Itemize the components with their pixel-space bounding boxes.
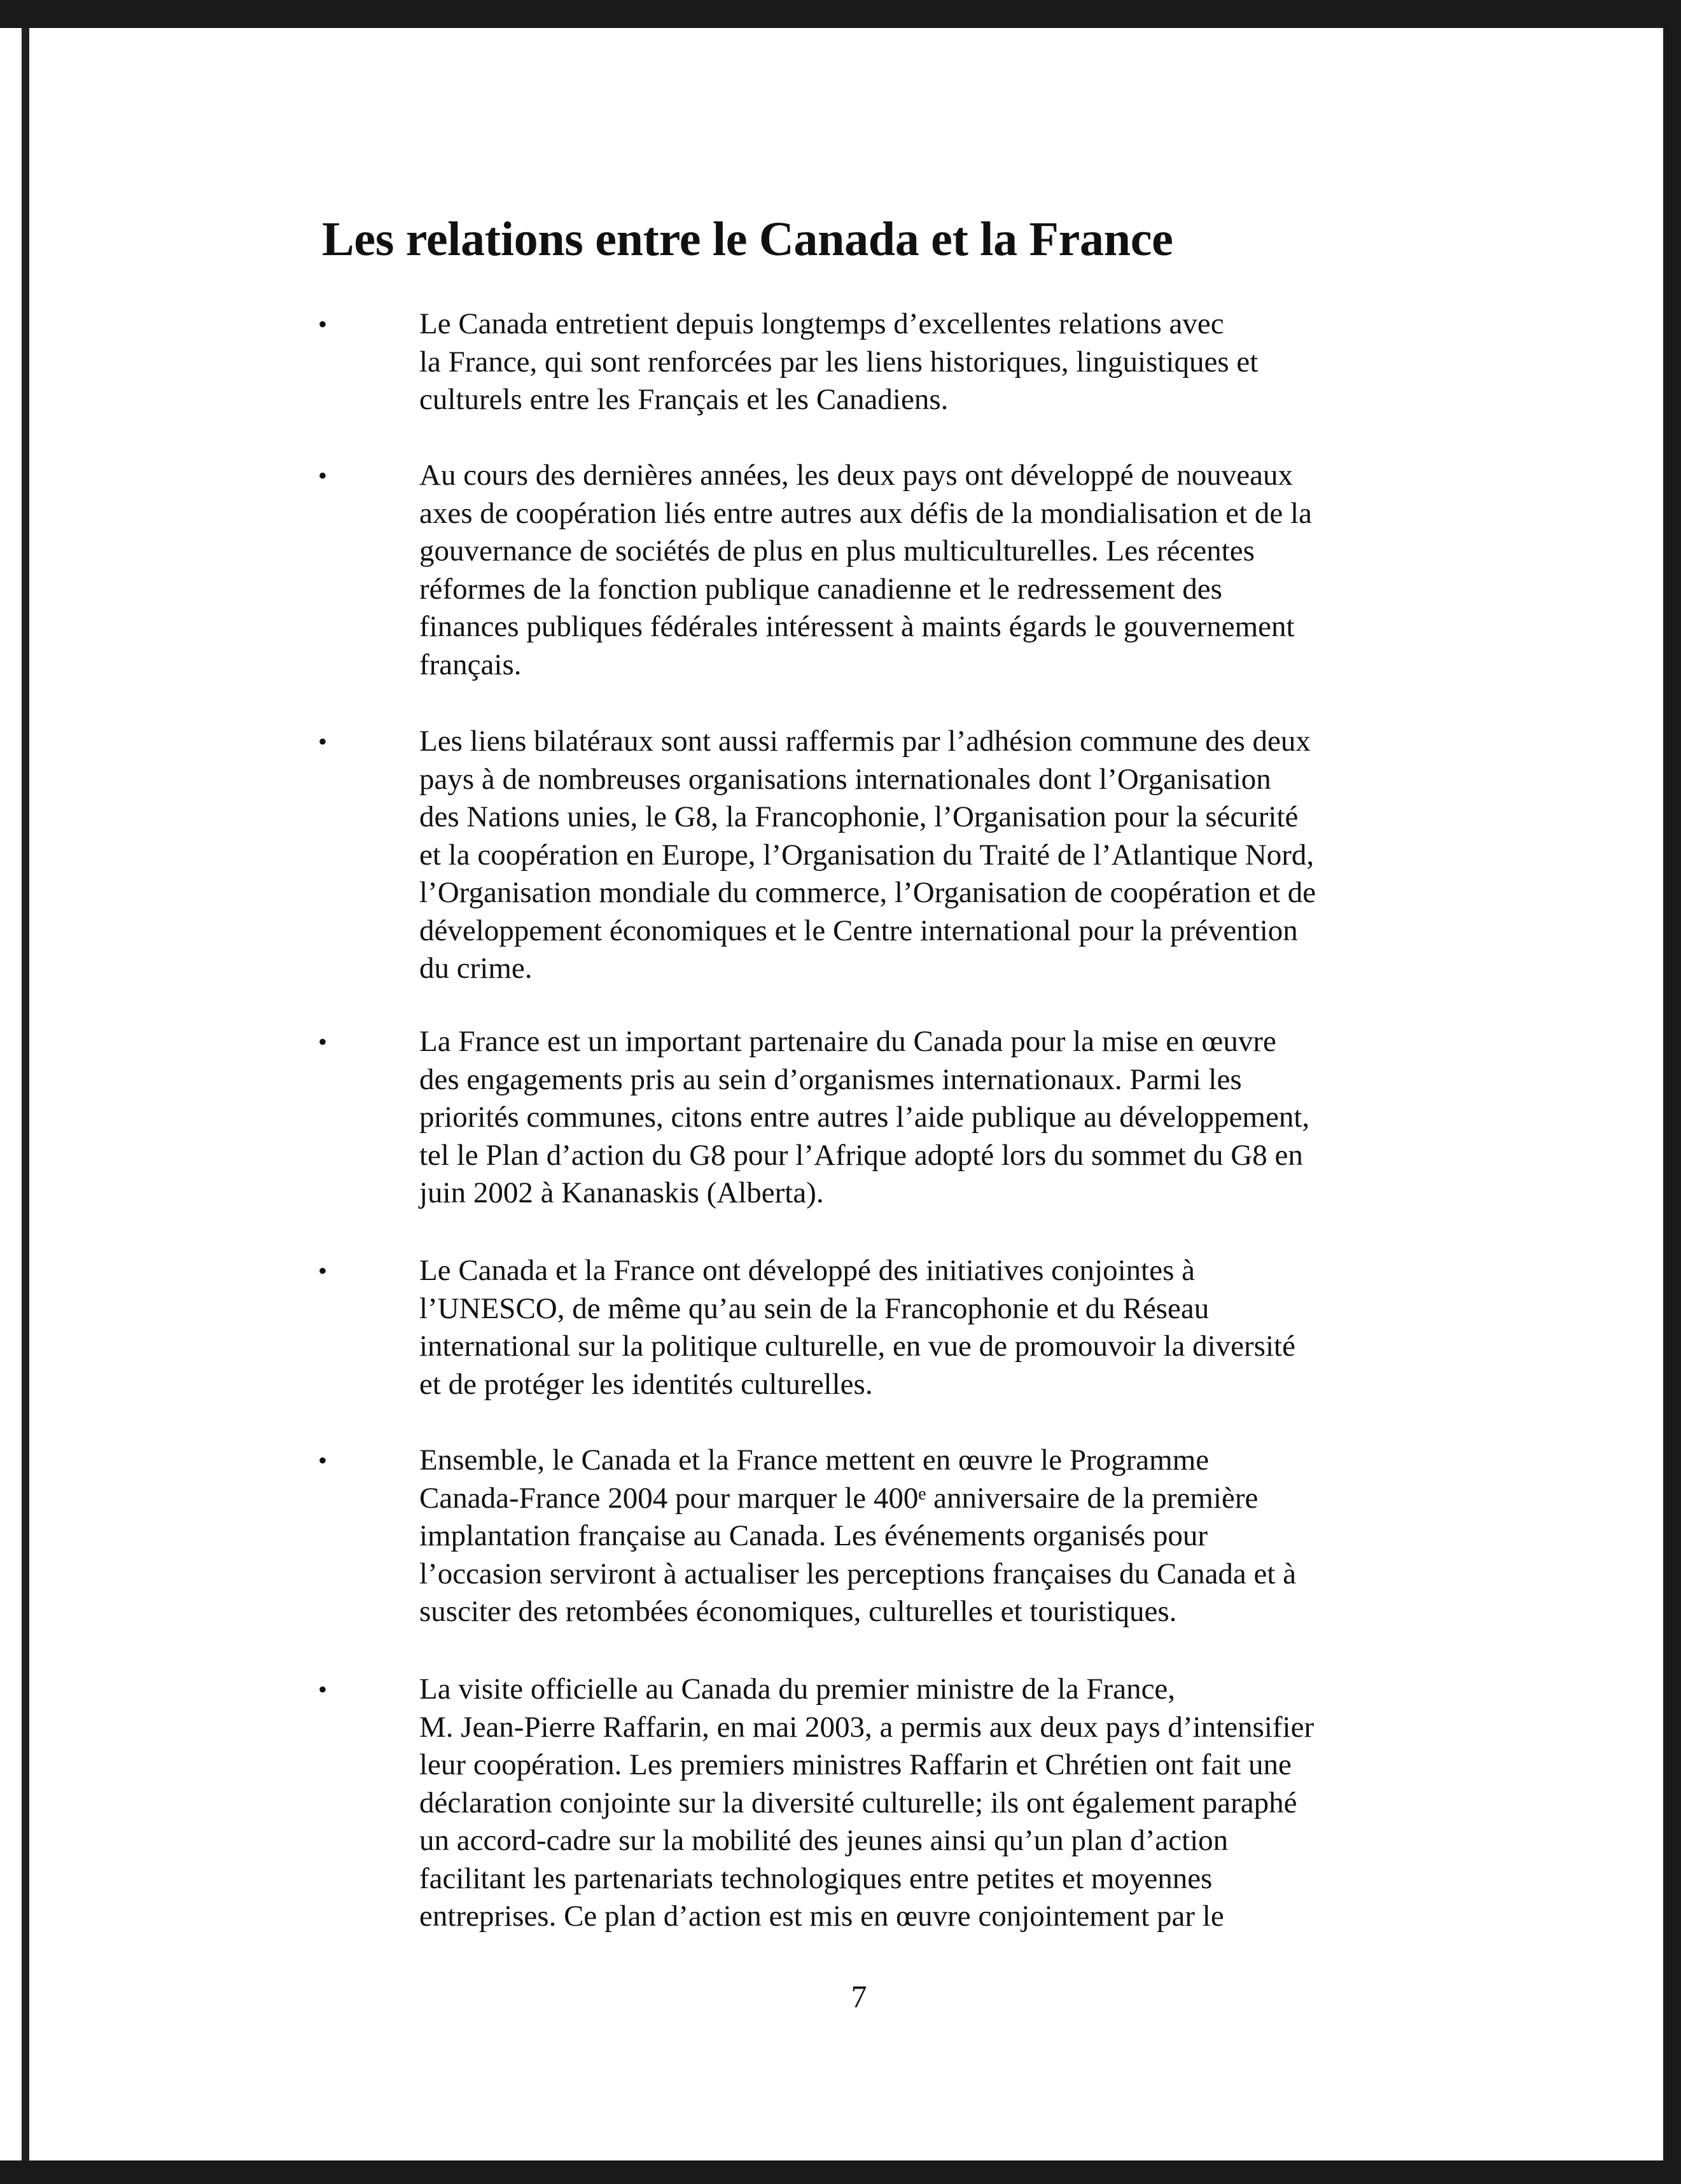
- paragraph-line: facilitant les partenariats technologiques entre petites et moyennes: [419, 1861, 1213, 1895]
- paragraph-line: M. Jean-Pierre Raffarin, en mai 2003, a permis aux deux pays d’intensifier: [419, 1710, 1315, 1744]
- paragraph-line: l’Organisation mondiale du commerce, l’Organisation de coopération et de: [419, 876, 1316, 909]
- bullet-paragraph: [419, 723, 1316, 988]
- bullet-marker: •: [318, 310, 328, 338]
- bullet-marker: •: [318, 1027, 328, 1056]
- paragraph-line: l’UNESCO, de même qu’au sein de la Francophonie et du Réseau: [419, 1291, 1210, 1325]
- paragraph-line: La France est un important partenaire du Canada pour la mise en œuvre: [419, 1025, 1276, 1058]
- paragraph-line: pays à de nombreuses organisations internationales dont l’Organisation: [419, 762, 1271, 796]
- bullet-marker: •: [318, 1256, 328, 1285]
- paragraph-line: axes de coopération liés entre autres aux défis de la mondialisation et de la: [419, 496, 1312, 530]
- paragraph-line: la France, qui sont renforcées par les liens historiques, linguistiques et: [419, 345, 1259, 379]
- paragraph-line: susciter des retombées économiques, culturelles et touristiques.: [419, 1595, 1177, 1628]
- paragraph-line: Canada-France 2004 pour marquer le 400ᵉ anniversaire de la première: [419, 1481, 1259, 1515]
- paragraph-line: La visite officielle au Canada du premier ministre de la France,: [419, 1673, 1176, 1706]
- paragraph-line: culturels entre les Français et les Canadiens.: [419, 383, 949, 416]
- paragraph-line: Au cours des dernières années, les deux pays ont développé de nouveaux: [419, 459, 1294, 492]
- paragraph-line: Ensemble, le Canada et la France mettent en œuvre le Programme: [419, 1443, 1210, 1477]
- bullet-marker: •: [318, 727, 328, 756]
- paragraph-line: Les liens bilatéraux sont aussi raffermis par l’adhésion commune des deux: [419, 725, 1311, 758]
- bullet-marker: •: [318, 461, 328, 490]
- bullet-marker: •: [318, 1446, 328, 1475]
- paragraph-line: tel le Plan d’action du G8 pour l’Afrique adopté lors du sommet du G8 en: [419, 1138, 1303, 1172]
- paragraph-line: leur coopération. Les premiers ministres Raffarin et Chrétien ont fait une: [419, 1748, 1292, 1781]
- paragraph-line: entreprises. Ce plan d’action est mis en œuvre conjointement par le: [419, 1900, 1224, 1933]
- bullet-paragraph: [419, 1671, 1314, 1936]
- bullet-marker: •: [318, 1675, 328, 1704]
- page-title: Les relations entre le Canada et la France: [322, 212, 1173, 266]
- paragraph-line: et la coopération en Europe, l’Organisation du Traité de l’Atlantique Nord,: [419, 838, 1315, 872]
- bullet-paragraph: [419, 1252, 1295, 1403]
- paragraph-line: priorités communes, citons entre autres l’aide publique au développement,: [419, 1101, 1310, 1134]
- paragraph-line: gouvernance de sociétés de plus en plus multiculturelles. Les récentes: [419, 534, 1255, 567]
- paragraph-line: des Nations unies, le G8, la Francophonie, l’Organisation pour la sécurité: [419, 800, 1299, 833]
- paragraph-line: du crime.: [419, 952, 533, 985]
- paragraph-line: français.: [419, 648, 522, 681]
- paragraph-line: international sur la politique culturelle, en vue de promouvoir la diversité: [419, 1330, 1295, 1363]
- paragraph-line: un accord-cadre sur la mobilité des jeunes ainsi qu’un plan d’action: [419, 1824, 1229, 1857]
- bullet-paragraph: [419, 1442, 1296, 1631]
- paragraph-line: juin 2002 à Kananaskis (Alberta).: [419, 1176, 824, 1209]
- bullet-paragraph: [419, 1023, 1309, 1213]
- paragraph-line: Le Canada entretient depuis longtemps d’excellentes relations avec: [419, 307, 1224, 340]
- page-number: 7: [851, 1979, 867, 2014]
- paragraph-line: des engagements pris au sein d’organismes internationaux. Parmi les: [419, 1062, 1242, 1096]
- paragraph-line: développement économiques et le Centre international pour la prévention: [419, 914, 1298, 947]
- paragraph-line: finances publiques fédérales intéressent à maints égards le gouvernement: [419, 610, 1295, 643]
- paragraph-line: l’occasion serviront à actualiser les perceptions françaises du Canada et à: [419, 1557, 1297, 1590]
- paragraph-line: déclaration conjointe sur la diversité culturelle; ils ont également paraphé: [419, 1786, 1297, 1819]
- bullet-paragraph: [419, 305, 1258, 419]
- paragraph-line: Le Canada et la France ont développé des initiatives conjointes à: [419, 1254, 1195, 1287]
- paragraph-line: réformes de la fonction publique canadienne et le redressement des: [419, 572, 1222, 606]
- bullet-paragraph: [419, 457, 1312, 684]
- paragraph-line: et de protéger les identités culturelles.: [419, 1367, 873, 1401]
- paragraph-line: implantation française au Canada. Les événements organisés pour: [419, 1519, 1208, 1552]
